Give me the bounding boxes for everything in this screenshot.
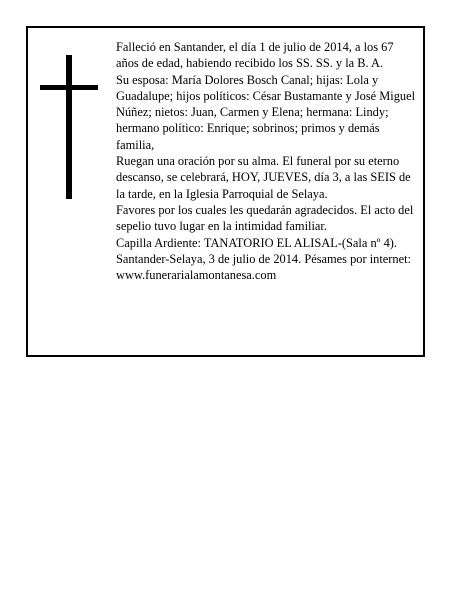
cross-horizontal-beam <box>40 85 98 90</box>
funeral-details: Ruegan una oración por su alma. El funeral por su eterno descanso, se celebrará, HOY, JUEVES, día 3, a las SEIS de la tarde, en la Iglesia Parroquial de Selaya. <box>116 154 411 201</box>
latin-cross-icon <box>40 55 98 199</box>
acknowledgement: Favores por los cuales les quedarán agradecidos. El acto del sepelio tuvo lugar en la intimidad familiar. <box>116 202 414 234</box>
notice-text <box>116 39 418 283</box>
cross-vertical-beam <box>66 55 72 199</box>
death-announcement: Falleció en Santander, el día 1 de julio de 2014, a los 67 años de edad, habiendo recibido los SS. SS. y la B. A. <box>116 40 394 71</box>
obituary-notice <box>26 26 425 357</box>
place-date-condolences: Santander-Selaya, 3 de julio de 2014. Pésames por internet: www.funerarialamontanesa.com <box>116 251 411 283</box>
family-list: Su esposa: María Dolores Bosch Canal; hijas: Lola y Guadalupe; hijos políticos: César Bustamante y José Miguel Núñez; nietos: Juan, Carmen y Elena; hermana: Lindy; hermano político: Enrique; sobrinos; primos y demás familia, <box>116 72 416 152</box>
chapel-info: Capilla Ardiente: TANATORIO EL ALISAL-(Sala nº 4). <box>116 235 398 250</box>
